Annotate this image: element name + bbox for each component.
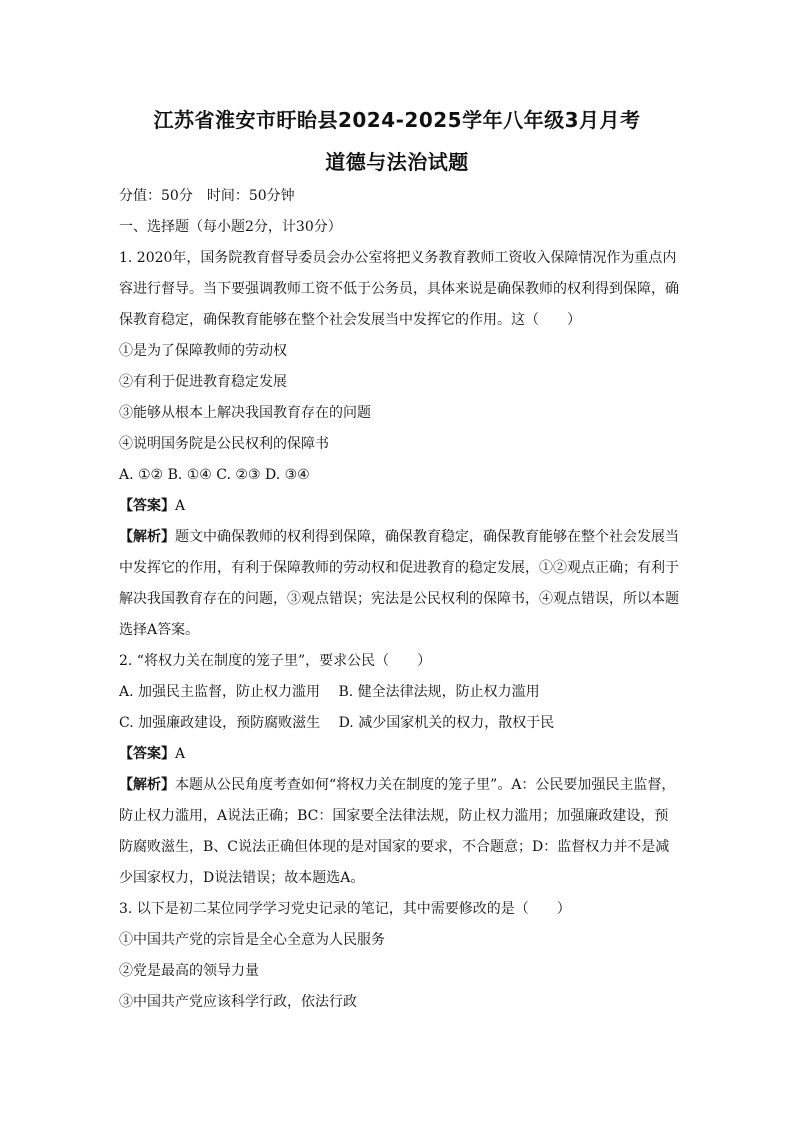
q1-statement: ②有利于促进教育稳定发展 <box>119 374 287 390</box>
q1-analysis-line: 选择A答案。 <box>119 622 200 638</box>
q2-options-line: A. 加强民主监督，防止权力滥用 B. 健全法律法规，防止权力滥用 <box>119 684 540 700</box>
q1-options: A. ①② B. ①④ C. ②③ D. ③④ <box>119 467 310 483</box>
q1-stem-line: 保教育稳定，确保教育能够在整个社会发展当中发挥它的作用。这（ ） <box>119 312 581 328</box>
q2-options-line: C. 加强廉政建设，预防腐败滋生 D. 减少国家机关的权力，散权于民 <box>119 715 555 731</box>
q1-stem-line: 1. 2020年，国务院教育督导委员会办公室将把义务教育教师工资收入保障情况作为重点内 <box>119 250 677 266</box>
q2-analysis-line: 防腐败滋生，B、C说法正确但体现的是对国家的要求，不合题意；D：监督权力并不是减 <box>119 839 670 855</box>
q1-analysis-line: 解决我国教育存在的问题，③观点错误；宪法是公民权利的保障书，④观点错误，所以本题 <box>119 591 679 607</box>
analysis-text: 题文中确保教师的权利得到保障，确保教育稳定，确保教育能够在整个社会发展当 <box>175 529 679 545</box>
exam-title: 江苏省淮安市盱眙县2024-2025学年八年级3月月考 <box>153 108 641 132</box>
analysis-label: 【解析】 <box>119 529 175 545</box>
exam-meta: 分值：50分 时间：50分钟 <box>119 188 295 204</box>
answer-label: 【答案】 <box>119 498 175 514</box>
q1-stem-line: 容进行督导。当下要强调教师工资不低于公务员，具体来说是确保教师的权利得到保障，确 <box>119 281 679 297</box>
answer-label: 【答案】 <box>119 746 175 762</box>
section-heading: 一、选择题（每小题2分，计30分） <box>119 219 342 235</box>
answer-value: A <box>175 498 186 514</box>
exam-subtitle: 道德与法治试题 <box>325 150 469 174</box>
q1-answer <box>119 496 689 516</box>
q1-analysis-line <box>119 527 689 547</box>
q3-statement: ①中国共产党的宗旨是全心全意为人民服务 <box>119 932 385 948</box>
analysis-text: 本题从公民角度考查如何“将权力关在制度的笼子里”。A：公民要加强民主监督， <box>175 777 676 793</box>
q3-stem: 3. 以下是初二某位同学学习党史记录的笔记，其中需要修改的是（ ） <box>119 901 571 917</box>
q1-statement: ③能够从根本上解决我国教育存在的问题 <box>119 405 371 421</box>
q1-statement: ④说明国务院是公民权利的保障书 <box>119 436 329 452</box>
q2-analysis-line <box>119 775 689 795</box>
q2-analysis-line: 防止权力滥用，A说法正确；BC：国家要全法律法规，防止权力滥用；加强廉政建设，预 <box>119 808 669 824</box>
q1-statement: ①是为了保障教师的劳动权 <box>119 343 287 359</box>
q2-answer <box>119 744 689 764</box>
q3-statement: ②党是最高的领导力量 <box>119 963 259 979</box>
q3-statement: ③中国共产党应该科学行政，依法行政 <box>119 994 357 1010</box>
q2-stem: 2. “将权力关在制度的笼子里”，要求公民（ ） <box>119 653 432 669</box>
analysis-label: 【解析】 <box>119 777 175 793</box>
q1-analysis-line: 中发挥它的作用，有利于保障教师的劳动权和促进教育的稳定发展，①②观点正确；有利于 <box>119 560 679 576</box>
answer-value: A <box>175 746 186 762</box>
q2-analysis-line: 少国家权力，D说法错误；故本题选A。 <box>119 870 365 886</box>
